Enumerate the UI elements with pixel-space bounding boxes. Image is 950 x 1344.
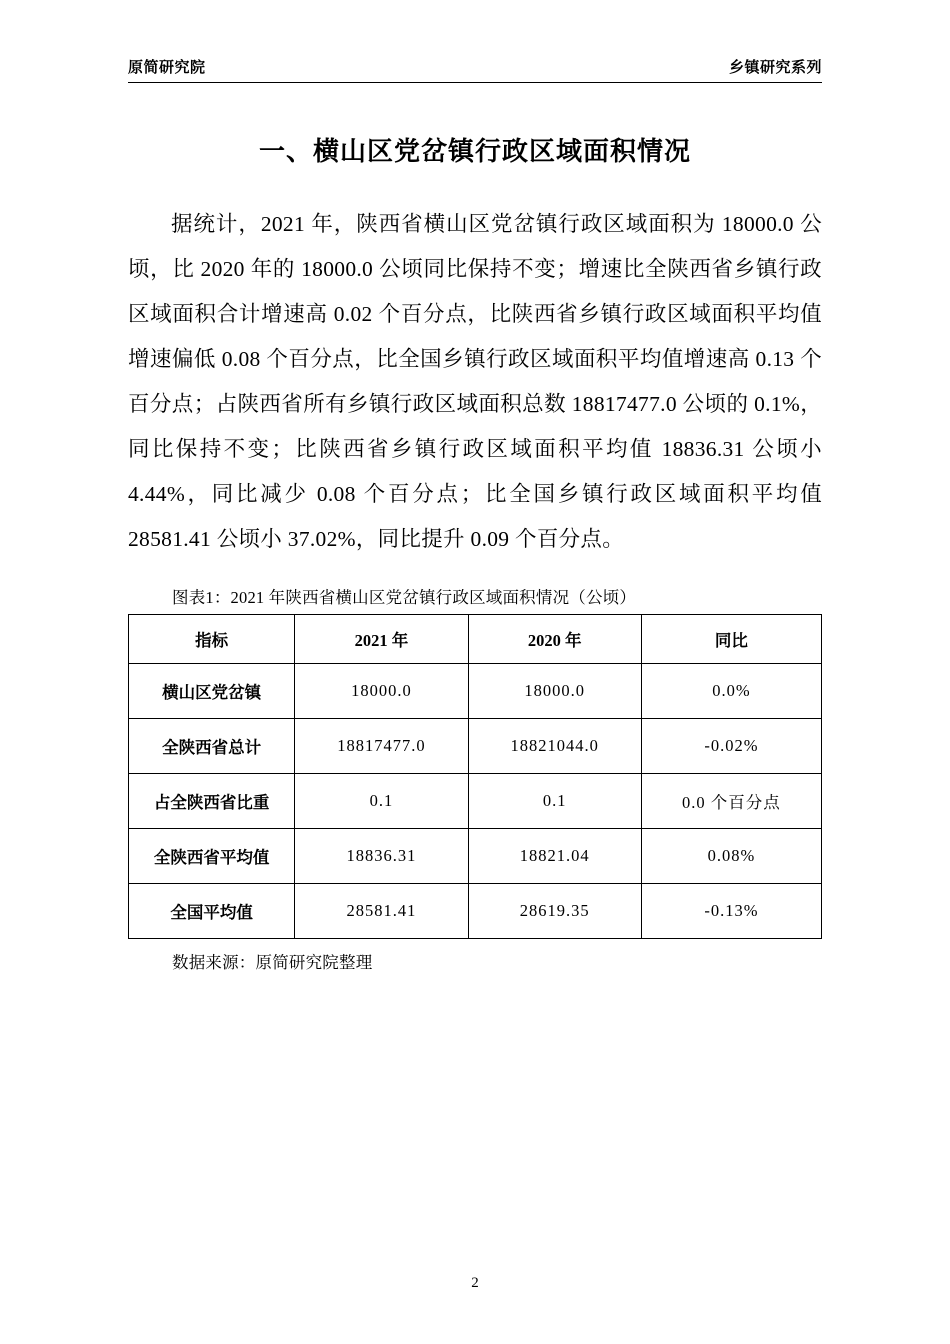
page-title: 一、横山区党岔镇行政区域面积情况 — [258, 137, 691, 166]
cell-2020: 18000.0 — [468, 664, 641, 719]
row-label: 横山区党岔镇 — [129, 664, 295, 719]
column-header-2021: 2021 年 — [295, 615, 468, 664]
header-series-name: 乡镇研究系列 — [728, 60, 822, 76]
table-row — [129, 829, 822, 884]
cell-yoy: -0.13% — [641, 884, 821, 939]
table-row — [129, 774, 822, 829]
cell-yoy: 0.08% — [641, 829, 821, 884]
column-header-indicator: 指标 — [129, 615, 295, 664]
table-row — [129, 884, 822, 939]
cell-2021: 28581.41 — [295, 884, 468, 939]
body-paragraph: 据统计，2021 年，陕西省横山区党岔镇行政区域面积为 18000.0 公顷，比 2020 年的 18000.0 公顷同比保持不变；增速比全陕西省乡镇行政区域面积合计增速高 0.02 个百分点，比陕西省乡镇行政区域面积平均值增速偏低 0.08 个百分点，比全国乡镇行政区域面积平均值增速高 0.13 个百分点；占陕西省所有乡镇行政区域面积总数 18817477.0 公顷的 0.1%，同比保持不变；比陕西省乡镇行政区域面积平均值 18836.31 公顷小 4.44%，同比减少 0.08 个百分点；比全国乡镇行政区域面积平均值 28581.41 公顷小 37.02%，同比提升 0.09 个百分点。 — [128, 212, 822, 551]
row-label: 全国平均值 — [129, 884, 295, 939]
header-institute-name: 原简研究院 — [128, 60, 206, 76]
cell-2021: 18000.0 — [295, 664, 468, 719]
cell-yoy: -0.02% — [641, 719, 821, 774]
table-row — [129, 664, 822, 719]
cell-2020: 18821044.0 — [468, 719, 641, 774]
cell-2021: 18817477.0 — [295, 719, 468, 774]
row-label: 全陕西省总计 — [129, 719, 295, 774]
table-source-note: 数据来源：原简研究院整理 — [172, 953, 373, 972]
table-caption: 图表1：2021 年陕西省横山区党岔镇行政区域面积情况（公顷） — [172, 588, 637, 607]
cell-yoy: 0.0 个百分点 — [641, 774, 821, 829]
page-number: 2 — [471, 1275, 479, 1291]
column-header-2020: 2020 年 — [468, 615, 641, 664]
page-header — [128, 56, 822, 83]
cell-2020: 18821.04 — [468, 829, 641, 884]
cell-2021: 18836.31 — [295, 829, 468, 884]
cell-2021: 0.1 — [295, 774, 468, 829]
row-label: 占全陕西省比重 — [129, 774, 295, 829]
column-header-yoy: 同比 — [641, 615, 821, 664]
cell-2020: 28619.35 — [468, 884, 641, 939]
cell-yoy: 0.0% — [641, 664, 821, 719]
cell-2020: 0.1 — [468, 774, 641, 829]
table-header-row — [129, 615, 822, 664]
table-row — [129, 719, 822, 774]
area-statistics-table — [128, 614, 822, 939]
row-label: 全陕西省平均值 — [129, 829, 295, 884]
